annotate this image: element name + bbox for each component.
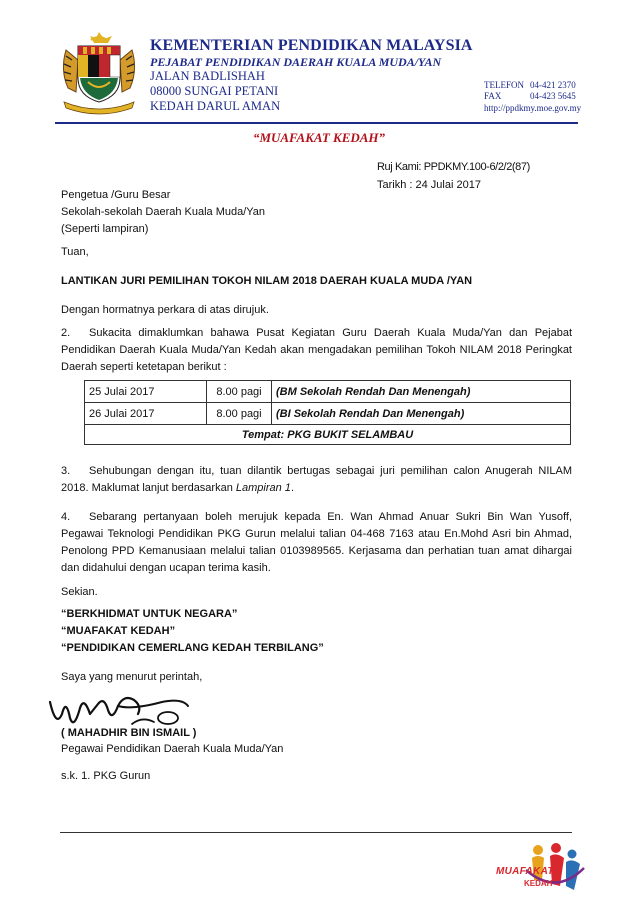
- coat-of-arms-icon: [58, 30, 140, 115]
- logo-text-line1: MUAFAKAT: [496, 866, 554, 877]
- paragraph-2: [61, 325, 572, 376]
- telefon-number: 04-421 2370: [530, 80, 576, 90]
- ministry-name: KEMENTERIAN PENDIDIKAN MALAYSIA: [150, 37, 473, 54]
- address-line: KEDAH DARUL AMAN: [150, 99, 281, 113]
- fax-row: [484, 91, 576, 101]
- district-office-name: PEJABAT PENDIDIKAN DAERAH KUALA MUDA/YAN: [150, 55, 442, 69]
- fax-number: 04-423 5645: [530, 91, 576, 101]
- schedule-description: (BM Sekolah Rendah Dan Menengah): [272, 381, 571, 403]
- attachment-reference: Lampiran 1: [235, 482, 291, 494]
- muafakat-kedah-logo: [486, 840, 586, 900]
- signoff-line: Saya yang menurut perintah,: [61, 671, 203, 683]
- paragraph-number: 3.: [61, 465, 71, 477]
- address-line: 08000 SUNGAI PETANI: [150, 84, 279, 98]
- schedule-date: 26 Julai 2017: [85, 403, 207, 425]
- letter-subject: LANTIKAN JURI PEMILIHAN TOKOH NILAM 2018 DAERAH KUALA MUDA /YAN: [61, 275, 473, 287]
- footer-divider: [60, 832, 572, 833]
- carbon-copy: s.k. 1. PKG Gurun: [61, 770, 151, 782]
- header-divider: [55, 122, 578, 124]
- schedule-date: 25 Julai 2017: [85, 381, 207, 403]
- paragraph-number: 2.: [61, 327, 71, 339]
- signatory-name: ( MAHADHIR BIN ISMAIL ): [61, 727, 197, 739]
- schedule-venue: Tempat: PKG BUKIT SELAMBAU: [85, 425, 571, 445]
- table-row: [85, 425, 571, 445]
- schedule-time: 8.00 pagi: [207, 403, 272, 425]
- website-link[interactable]: http://ppdkmy.moe.gov.my: [484, 103, 582, 113]
- telefon-label: TELEFON: [484, 80, 524, 90]
- paragraph-number: 4.: [61, 511, 71, 523]
- signatory-position: Pegawai Pendidikan Daerah Kuala Muda/Yan: [61, 743, 284, 755]
- recipient-line: Pengetua /Guru Besar: [61, 189, 171, 201]
- opening-sentence: Dengan hormatnya perkara di atas dirujuk.: [61, 304, 269, 316]
- table-row: [85, 381, 571, 403]
- paragraph-4: [61, 509, 572, 577]
- paragraph-end: .: [290, 482, 294, 494]
- schedule-description: (BI Sekolah Rendah Dan Menengah): [272, 403, 571, 425]
- address-line: JALAN BADLISHAH: [150, 69, 265, 83]
- paragraph-text: Sebarang pertanyaan boleh merujuk kepada En. Wan Ahmad Anuar Sukri Bin Wan Yusoff, Pegawai Teknologi Pendidikan PKG Gurun melalui talian 04-468 7163 atau En.Mohd Asri bin Ahmad, Penolong PPD Kemanusiaan melalui talian 0103989565. Kerjasama dan perhatian tuan amat dihargai dan didahului dengan ucapan terima kasih.: [61, 511, 572, 574]
- salutation: Tuan,: [61, 246, 89, 258]
- slogan-line: “PENDIDIKAN CEMERLANG KEDAH TERBILANG”: [61, 642, 324, 654]
- table-row: [85, 403, 571, 425]
- letter-date: Tarikh : 24 Julai 2017: [377, 179, 481, 191]
- paragraph-3: [61, 463, 572, 497]
- paragraph-text: Sukacita dimaklumkan bahawa Pusat Kegiatan Guru Daerah Kuala Muda/Yan dan Pejabat Pendidikan Daerah Kuala Muda/Yan Kedah akan mengadakan pemilihan Tokoh NILAM 2018 Peringkat Daerah seperti ketetapan berikut :: [61, 327, 572, 373]
- schedule-time: 8.00 pagi: [207, 381, 272, 403]
- recipient-line: (Seperti lampiran): [61, 223, 149, 235]
- schedule-table: [84, 380, 571, 445]
- slogan-line: “BERKHIDMAT UNTUK NEGARA”: [61, 608, 238, 620]
- motto-heading: “MUAFAKAT KEDAH”: [252, 130, 386, 145]
- slogan-line: “MUAFAKAT KEDAH”: [61, 625, 176, 637]
- closing-word: Sekian.: [61, 586, 98, 598]
- reference-number: Ruj Kami: PPDKMY.100-6/2/2(87): [377, 161, 530, 173]
- telefon-row: [484, 80, 576, 90]
- fax-label: FAX: [484, 91, 502, 101]
- logo-text-line2: KEDAH: [524, 879, 553, 888]
- paragraph-text: Sehubungan dengan itu, tuan dilantik bertugas sebagai juri pemilihan calon Anugerah NILAM 2018. Maklumat lanjut berdasarkan: [61, 465, 572, 494]
- recipient-line: Sekolah-sekolah Daerah Kuala Muda/Yan: [61, 206, 266, 218]
